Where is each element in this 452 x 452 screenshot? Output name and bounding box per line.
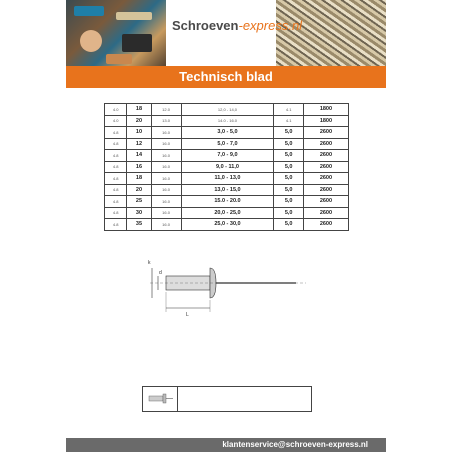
table-cell: 5,0: [274, 196, 303, 208]
workshop-photo: [66, 0, 166, 70]
title-block-text: [183, 391, 263, 397]
logo-area: [166, 0, 276, 70]
table-cell: 2600: [303, 127, 348, 139]
table-row: [105, 138, 349, 150]
table-cell: 2600: [303, 161, 348, 173]
title-bar: [66, 66, 386, 88]
table-cell: 12.0: [151, 104, 181, 116]
table-cell: 5,0: [274, 150, 303, 162]
table-cell: 16.0: [151, 207, 181, 219]
table-cell: 5,0: [274, 184, 303, 196]
table-cell: 5,0: [274, 138, 303, 150]
table-cell: 9,0 - 11,0: [181, 161, 274, 173]
table-cell: 10: [127, 127, 151, 139]
table-cell: 25: [127, 196, 151, 208]
table-cell: 16: [127, 161, 151, 173]
page-title: Technisch blad: [179, 69, 273, 84]
table-cell: 4.0: [105, 104, 127, 116]
table-cell: 4.1: [274, 115, 303, 127]
table-cell: 11,0 - 13,0: [181, 173, 274, 185]
table-cell: 4.8: [105, 161, 127, 173]
header-banner: [66, 0, 386, 70]
title-block: [142, 386, 312, 412]
table-cell: 5,0: [274, 173, 303, 185]
table-cell: 14.0 - 16.0: [181, 115, 274, 127]
head-label: k: [148, 260, 151, 266]
table-cell: 20,0 - 25,0: [181, 207, 274, 219]
table-cell: 14: [127, 150, 151, 162]
table-row: [105, 207, 349, 219]
table-cell: 4.8: [105, 184, 127, 196]
screws-photo: [276, 0, 386, 70]
table-cell: 2600: [303, 219, 348, 231]
table-cell: 18: [127, 173, 151, 185]
table-row: [105, 196, 349, 208]
table-cell: 4.8: [105, 138, 127, 150]
spec-table: [104, 103, 349, 231]
table-cell: 18: [127, 104, 151, 116]
table-cell: 4.8: [105, 150, 127, 162]
table-cell: 13.0: [151, 115, 181, 127]
document-page: [66, 0, 386, 452]
table-cell: 16.0: [151, 127, 181, 139]
table-cell: 15.0 - 20.0: [181, 196, 274, 208]
table-cell: 35: [127, 219, 151, 231]
customer-service-email[interactable]: klantenservice@schroeven-express.nl: [222, 440, 368, 449]
table-cell: 2600: [303, 173, 348, 185]
brand-name-accent: -express.nl: [238, 18, 303, 33]
table-cell: 2600: [303, 184, 348, 196]
table-cell: 2600: [303, 207, 348, 219]
table-cell: 7,0 - 9,0: [181, 150, 274, 162]
table-cell: 30: [127, 207, 151, 219]
table-cell: 16.0: [151, 173, 181, 185]
brand-name-main: Schroeven: [172, 18, 239, 33]
table-row: [105, 184, 349, 196]
title-block-icon-cell: [143, 387, 178, 411]
table-cell: 4.8: [105, 219, 127, 231]
table-cell: 4.1: [274, 104, 303, 116]
table-cell: 2600: [303, 138, 348, 150]
table-cell: 4.0: [105, 115, 127, 127]
table-cell: 5,0: [274, 127, 303, 139]
table-cell: 4.8: [105, 207, 127, 219]
table-row: [105, 127, 349, 139]
brand-logo[interactable]: [172, 18, 302, 33]
table-cell: 16.0: [151, 184, 181, 196]
table-cell: 16.0: [151, 150, 181, 162]
table-row: [105, 150, 349, 162]
table-row: [105, 161, 349, 173]
table-cell: 25,0 - 30,0: [181, 219, 274, 231]
table-row: [105, 219, 349, 231]
table-cell: 12,0 - 14,0: [181, 104, 274, 116]
table-cell: 16.0: [151, 161, 181, 173]
table-cell: 13,0 - 15,0: [181, 184, 274, 196]
table-cell: 5,0: [274, 219, 303, 231]
table-row: [105, 173, 349, 185]
spec-table-body: [105, 104, 349, 231]
rivet-thumbnail-icon: [143, 387, 177, 411]
table-row: [105, 115, 349, 127]
table-cell: 12: [127, 138, 151, 150]
length-label: L: [186, 312, 189, 318]
table-cell: 5,0: [274, 207, 303, 219]
table-cell: 5,0 - 7,0: [181, 138, 274, 150]
table-cell: 16.0: [151, 196, 181, 208]
table-cell: 16.0: [151, 138, 181, 150]
table-cell: 20: [127, 115, 151, 127]
table-cell: 2600: [303, 150, 348, 162]
table-cell: 4.8: [105, 127, 127, 139]
table-row: [105, 104, 349, 116]
table-cell: 20: [127, 184, 151, 196]
table-cell: 4.8: [105, 173, 127, 185]
table-cell: 4.8: [105, 196, 127, 208]
table-cell: 5,0: [274, 161, 303, 173]
diameter-label: d: [159, 270, 162, 276]
table-cell: 3,0 - 5,0: [181, 127, 274, 139]
rivet-technical-drawing: [146, 246, 316, 326]
table-cell: 2600: [303, 196, 348, 208]
table-cell: 1800: [303, 104, 348, 116]
table-cell: 1800: [303, 115, 348, 127]
footer-bar: [66, 438, 386, 452]
table-cell: 16.0: [151, 219, 181, 231]
